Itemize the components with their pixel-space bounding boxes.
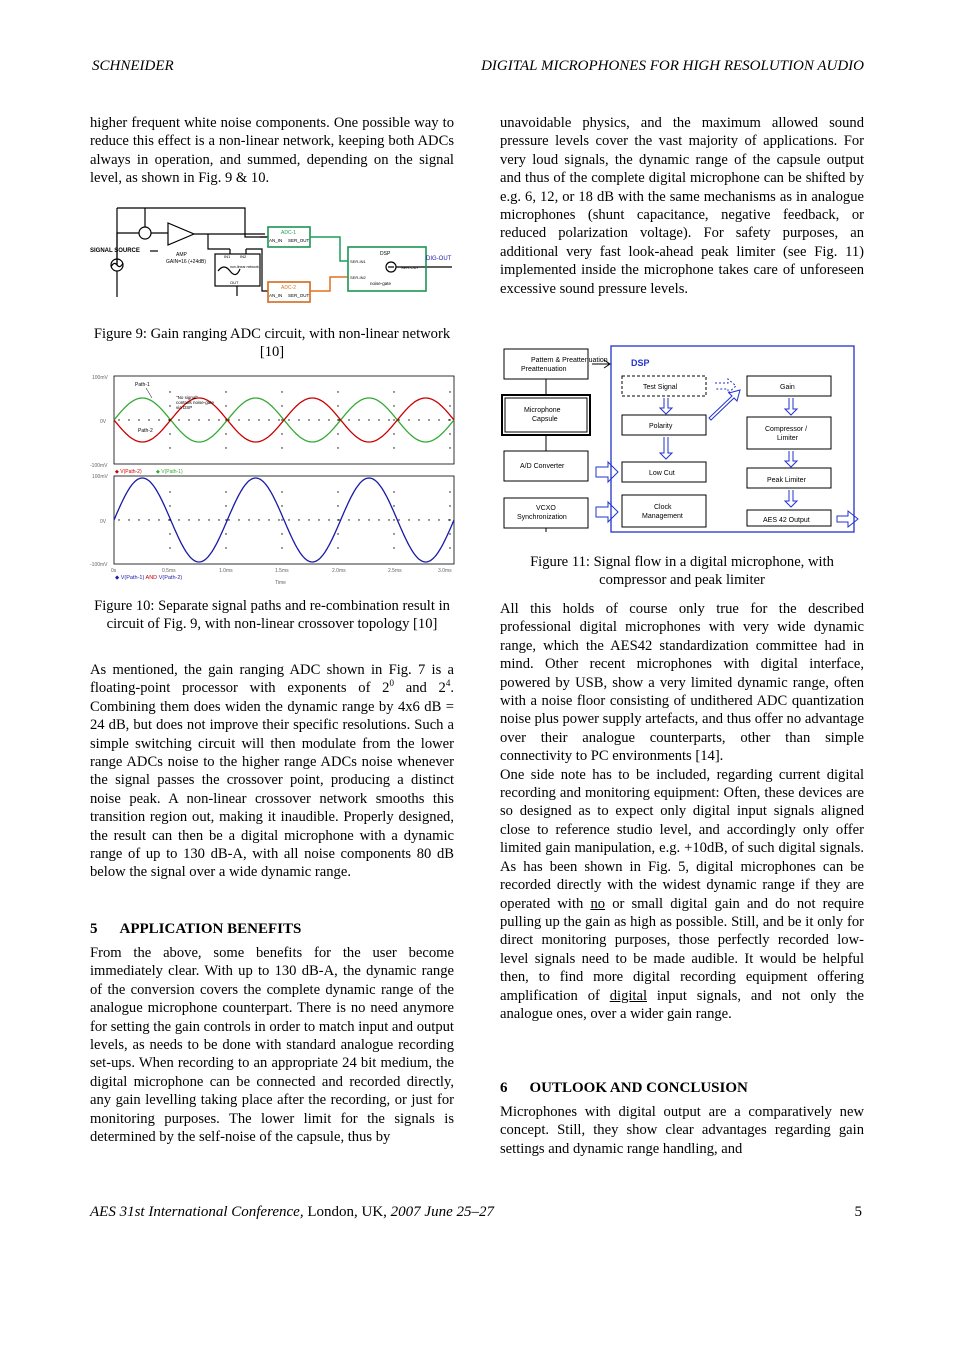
svg-text:Compressor /: Compressor / bbox=[765, 426, 808, 433]
svg-text:-100mV: -100mV bbox=[90, 562, 108, 568]
grid-dot bbox=[188, 519, 189, 520]
grid-dot bbox=[449, 491, 450, 492]
grid-dot bbox=[393, 491, 394, 492]
svg-text:ADC-2: ADC-2 bbox=[281, 285, 297, 291]
svg-text:Limiter: Limiter bbox=[777, 435, 799, 442]
grid-dot bbox=[449, 547, 450, 548]
grid-dot bbox=[408, 419, 409, 420]
grid-dot bbox=[169, 433, 170, 434]
svg-text:◆ V(Path-1) AND V(Path-2): ◆ V(Path-1) AND V(Path-2) bbox=[115, 575, 183, 581]
svg-text:AN_IN: AN_IN bbox=[269, 238, 283, 243]
right-paragraph-2: All this holds of course only true for the described professional digital microphones with very wide dynamic range, which the AES42 standardization committee had in mind. Other recent microphones with digital interface, powered by USB, show a very limited dynamic range, often with a noise floor consisting of undithered ADC quantization noise plus power supply artefacts, and thus offer no advantage over their analogue counterparts, other than simple connectivity to PC environments [14]. One side note has to be included, regarding current digital recording and monitoring equipment: Often, these devices are so designed as to expect only digital input signals aligned close to reference studio level, and accordingly only offer limited gain manipulation, e.g. +10dB, of such digital signals. As has been shown in Fig. 5, digital microphones can be recorded directly with the widest dynamic range if they are operated with no or small digital gain and do not require pulling up the gain as high as possible. Still, and be it only for direct monitoring purposes, those perfectly recorded low-level signals need to be made audible. It would be helpful then, to find more digital recording equipment offering amplification of digital input signals, and not only the analogue ones, over a wider gain range. bbox=[500, 601, 865, 1022]
grid-dot bbox=[188, 419, 189, 420]
grid-dot bbox=[158, 419, 159, 420]
grid-dot bbox=[225, 419, 226, 420]
grid-dot bbox=[169, 547, 170, 548]
grid-dot bbox=[118, 519, 119, 520]
grid-dot bbox=[337, 491, 338, 492]
grid-dot bbox=[338, 519, 339, 520]
grid-dot bbox=[138, 519, 139, 520]
grid-dot bbox=[448, 419, 449, 420]
grid-dot bbox=[298, 519, 299, 520]
svg-text:Preattenuation: Preattenuation bbox=[521, 366, 567, 373]
grid-dot bbox=[393, 533, 394, 534]
grid-dot bbox=[281, 419, 282, 420]
grid-dot bbox=[358, 519, 359, 520]
grid-dot bbox=[168, 519, 169, 520]
grid-dot bbox=[208, 519, 209, 520]
grid-dot bbox=[281, 405, 282, 406]
figure-11-signal-flow bbox=[500, 343, 866, 535]
grid-dot bbox=[449, 533, 450, 534]
left-paragraph-3: From the above, some benefits for the user become immediately clear. With up to 130 dB-A, the dynamic range of the conversion covers the complete dynamic range of the analogue microphone counterpart. There is no need anymore for setting the gain controls in order to match input and output levels, as needs to be done with standard analogue recording set-ups. When recording to an appropriate 24 bit medium, the digital microphone can be connected and recorded directly, any gain levelling taking place after the recording, or just for monitoring purposes. The lower limit for the signals is determined by the self-noise of the capsule, thus by bbox=[90, 945, 454, 1146]
running-header-title: DIGITAL MICROPHONES FOR HIGH RESOLUTION AUDIO bbox=[481, 58, 864, 74]
grid-dot bbox=[248, 419, 249, 420]
svg-text:controls noise-gate: controls noise-gate bbox=[176, 400, 215, 405]
grid-dot bbox=[278, 519, 279, 520]
svg-text:SIGNAL SOURCE: SIGNAL SOURCE bbox=[90, 248, 140, 254]
grid-dot bbox=[218, 419, 219, 420]
grid-dot bbox=[198, 519, 199, 520]
figure-10-plot bbox=[90, 370, 456, 585]
grid-dot bbox=[281, 433, 282, 434]
grid-dot bbox=[393, 391, 394, 392]
left-paragraph-1: higher frequent white noise components. One possible way to reduce this effect is a non-linear network, keeping both ADCs always in operation, and summed, depending on the signal level, as shown in Fig. 9 & 10. bbox=[90, 115, 454, 187]
grid-dot bbox=[238, 519, 239, 520]
grid-dot bbox=[328, 419, 329, 420]
grid-dot bbox=[258, 419, 259, 420]
grid-dot bbox=[225, 547, 226, 548]
grid-dot bbox=[348, 519, 349, 520]
grid-dot bbox=[288, 419, 289, 420]
svg-text:0V: 0V bbox=[100, 419, 107, 425]
grid-dot bbox=[169, 447, 170, 448]
grid-dot bbox=[318, 519, 319, 520]
svg-text:SER-IN1: SER-IN1 bbox=[350, 259, 366, 264]
grid-dot bbox=[148, 519, 149, 520]
grid-dot bbox=[281, 505, 282, 506]
grid-dot bbox=[438, 419, 439, 420]
svg-text:GAIN=16 (+24dB): GAIN=16 (+24dB) bbox=[166, 259, 207, 265]
svg-text:Time: Time bbox=[275, 580, 286, 585]
section-5-heading: 5 APPLICATION BENEFITS bbox=[90, 921, 302, 937]
footer-conference: AES 31st International Conference, London, UK, 2007 June 25–27 bbox=[90, 1204, 494, 1220]
grid-dot bbox=[438, 519, 439, 520]
grid-dot bbox=[281, 519, 282, 520]
svg-text:1.5ms: 1.5ms bbox=[275, 568, 289, 574]
svg-text:Peak Limiter: Peak Limiter bbox=[767, 477, 806, 484]
grid-dot bbox=[337, 391, 338, 392]
grid-dot bbox=[225, 447, 226, 448]
grid-dot bbox=[368, 519, 369, 520]
svg-text:100mV: 100mV bbox=[92, 375, 108, 381]
right-paragraph-4: Microphones with digital output are a comparatively new concept. Still, they show clear advantages regarding gain settings and dynamic range handling, and bbox=[500, 1104, 864, 1157]
grid-dot bbox=[449, 433, 450, 434]
svg-text:Path-2: Path-2 bbox=[138, 428, 153, 434]
svg-text:non-linear network: non-linear network bbox=[230, 265, 259, 269]
grid-dot bbox=[308, 419, 309, 420]
grid-dot bbox=[281, 533, 282, 534]
figure-10-caption: Figure 10: Separate signal paths and re-combination result in circuit of Fig. 9, with non-linear crossover topology [10] bbox=[94, 598, 450, 633]
grid-dot bbox=[228, 519, 229, 520]
grid-dot bbox=[238, 419, 239, 420]
grid-dot bbox=[358, 419, 359, 420]
svg-text:Polarity: Polarity bbox=[649, 423, 673, 430]
grid-dot bbox=[337, 405, 338, 406]
grid-dot bbox=[148, 419, 149, 420]
svg-text:Pattern & Preattenuation: Pattern & Preattenuation bbox=[531, 357, 608, 364]
figure-9-circuit bbox=[90, 205, 456, 307]
running-header-author: SCHNEIDER bbox=[92, 58, 174, 74]
grid-dot bbox=[398, 419, 399, 420]
grid-dot bbox=[281, 491, 282, 492]
figure-11-caption: Figure 11: Signal flow in a digital microphone, with compressor and peak limiter bbox=[530, 554, 834, 589]
svg-text:VCXO: VCXO bbox=[536, 505, 556, 512]
svg-text:Capsule: Capsule bbox=[532, 416, 558, 423]
grid-dot bbox=[428, 519, 429, 520]
svg-text:Microphone: Microphone bbox=[524, 407, 561, 414]
grid-dot bbox=[169, 533, 170, 534]
grid-dot bbox=[138, 419, 139, 420]
grid-dot bbox=[118, 419, 119, 420]
svg-text:AN_IN: AN_IN bbox=[269, 293, 283, 298]
grid-dot bbox=[225, 505, 226, 506]
grid-dot bbox=[128, 519, 129, 520]
grid-dot bbox=[449, 447, 450, 448]
grid-dot bbox=[337, 547, 338, 548]
svg-text:A/D Converter: A/D Converter bbox=[520, 463, 565, 470]
grid-dot bbox=[281, 447, 282, 448]
svg-text:SER-IN2: SER-IN2 bbox=[350, 275, 366, 280]
grid-dot bbox=[169, 491, 170, 492]
grid-dot bbox=[337, 505, 338, 506]
svg-text:Low Cut: Low Cut bbox=[649, 470, 675, 477]
grid-dot bbox=[338, 419, 339, 420]
grid-dot bbox=[168, 419, 169, 420]
grid-dot bbox=[258, 519, 259, 520]
svg-text:2.0ms: 2.0ms bbox=[332, 568, 346, 574]
grid-dot bbox=[169, 391, 170, 392]
grid-dot bbox=[449, 405, 450, 406]
svg-text:2.5ms: 2.5ms bbox=[388, 568, 402, 574]
svg-text:100mV: 100mV bbox=[92, 474, 108, 480]
svg-text:0s: 0s bbox=[111, 568, 117, 574]
grid-dot bbox=[225, 433, 226, 434]
section-6-heading: 6 OUTLOOK AND CONCLUSION bbox=[500, 1080, 748, 1096]
grid-dot bbox=[393, 519, 394, 520]
left-paragraph-2: As mentioned, the gain ranging ADC shown in Fig. 7 is a floating-point processor with exponents of $2^0$ and $2^4$. Combining them does widen the dynamic range by 4x6 dB = 24 dB, but does not improve their specific resolutions. Such a simple switching circuit will then modulate from the lower range ADCs noise to the higher range ADCs noise whenever the signal passes the crossover point, producing a distinct noise peak. A non-linear crossover network smooths this transition region out, making it inaudible. Properly designed, the result can then be a digital microphone with a dynamic range of up to 130 dB-A, with all noise components 80 dB below the signal over a wide dynamic range. bbox=[90, 662, 454, 881]
svg-text:SER_OUT: SER_OUT bbox=[288, 238, 310, 243]
grid-dot bbox=[278, 419, 279, 420]
grid-dot bbox=[225, 491, 226, 492]
grid-dot bbox=[408, 519, 409, 520]
svg-text:noise-gate: noise-gate bbox=[370, 281, 392, 286]
grid-dot bbox=[128, 419, 129, 420]
grid-dot bbox=[208, 419, 209, 420]
grid-dot bbox=[218, 519, 219, 520]
grid-dot bbox=[228, 419, 229, 420]
grid-dot bbox=[378, 419, 379, 420]
grid-dot bbox=[268, 519, 269, 520]
grid-dot bbox=[449, 391, 450, 392]
grid-dot bbox=[248, 519, 249, 520]
grid-dot bbox=[337, 447, 338, 448]
svg-text:IN1: IN1 bbox=[224, 254, 231, 259]
svg-text:Path-1: Path-1 bbox=[135, 382, 150, 388]
svg-text:"No signal": "No signal" bbox=[176, 395, 198, 400]
grid-dot bbox=[393, 405, 394, 406]
svg-text:AMP: AMP bbox=[176, 252, 187, 258]
svg-text:DIG-OUT: DIG-OUT bbox=[426, 256, 452, 262]
svg-text:0V: 0V bbox=[100, 519, 107, 525]
grid-dot bbox=[169, 405, 170, 406]
grid-dot bbox=[288, 519, 289, 520]
svg-text:Test Signal: Test Signal bbox=[643, 384, 678, 391]
grid-dot bbox=[388, 419, 389, 420]
grid-dot bbox=[328, 519, 329, 520]
grid-dot bbox=[318, 419, 319, 420]
svg-text:OUT: OUT bbox=[230, 280, 239, 285]
grid-dot bbox=[368, 419, 369, 420]
svg-text:0.5ms: 0.5ms bbox=[162, 568, 176, 574]
svg-text:-100mV: -100mV bbox=[90, 463, 108, 469]
svg-text:IN2: IN2 bbox=[240, 254, 247, 259]
svg-text:◆ V(Path-1): ◆ V(Path-1) bbox=[156, 469, 183, 475]
grid-dot bbox=[281, 391, 282, 392]
svg-text:SER_OUT: SER_OUT bbox=[288, 293, 310, 298]
grid-dot bbox=[449, 505, 450, 506]
grid-dot bbox=[337, 433, 338, 434]
svg-text:Gain: Gain bbox=[780, 384, 795, 391]
grid-dot bbox=[418, 519, 419, 520]
svg-text:1.0ms: 1.0ms bbox=[219, 568, 233, 574]
grid-dot bbox=[337, 533, 338, 534]
svg-text:Clock: Clock bbox=[654, 504, 672, 511]
grid-dot bbox=[418, 419, 419, 420]
svg-text:Synchronization: Synchronization bbox=[517, 514, 567, 521]
svg-text:3.0ms: 3.0ms bbox=[438, 568, 452, 574]
svg-text:AES 42 Output: AES 42 Output bbox=[763, 517, 810, 524]
grid-dot bbox=[298, 419, 299, 420]
grid-dot bbox=[378, 519, 379, 520]
grid-dot bbox=[178, 519, 179, 520]
grid-dot bbox=[225, 405, 226, 406]
grid-dot bbox=[428, 419, 429, 420]
svg-text:◆ V(Path-2): ◆ V(Path-2) bbox=[115, 469, 142, 475]
svg-text:DSP: DSP bbox=[631, 358, 650, 368]
grid-dot bbox=[393, 447, 394, 448]
grid-dot bbox=[178, 419, 179, 420]
grid-dot bbox=[225, 519, 226, 520]
grid-dot bbox=[225, 533, 226, 534]
grid-dot bbox=[225, 391, 226, 392]
grid-dot bbox=[198, 419, 199, 420]
grid-dot bbox=[158, 519, 159, 520]
grid-dot bbox=[393, 419, 394, 420]
figure-9-caption: Figure 9: Gain ranging ADC circuit, with non-linear network [10] bbox=[93, 326, 451, 361]
grid-dot bbox=[448, 519, 449, 520]
grid-dot bbox=[398, 519, 399, 520]
grid-dot bbox=[393, 505, 394, 506]
grid-dot bbox=[268, 419, 269, 420]
grid-dot bbox=[393, 433, 394, 434]
grid-dot bbox=[281, 547, 282, 548]
page-number: 5 bbox=[854, 1204, 862, 1220]
svg-text:DSP: DSP bbox=[380, 251, 391, 257]
svg-text:SER-OUT: SER-OUT bbox=[401, 265, 419, 270]
svg-text:via DSP: via DSP bbox=[176, 405, 193, 410]
grid-dot bbox=[388, 519, 389, 520]
grid-dot bbox=[348, 419, 349, 420]
grid-dot bbox=[393, 547, 394, 548]
svg-text:Management: Management bbox=[642, 513, 683, 520]
grid-dot bbox=[169, 505, 170, 506]
right-paragraph-1: unavoidable physics, and the maximum allowed sound pressure levels cover the vast majority of applications. For very loud signals, the dynamic range of the capsule output and thus of the complete digital microphone can be shifted by e.g. 6, 12, or 18 dB with the same mechanisms as in analogue microphones (shunt capacitance, negative feedback, or reduced polarization voltage). For safety purposes, an additional very fast look-ahead peak limiter (see Fig. 11) implemented inside the microphone takes care of unforeseen excessive sound pressure levels. bbox=[500, 115, 864, 297]
svg-text:ADC-1: ADC-1 bbox=[281, 230, 297, 236]
grid-dot bbox=[308, 519, 309, 520]
